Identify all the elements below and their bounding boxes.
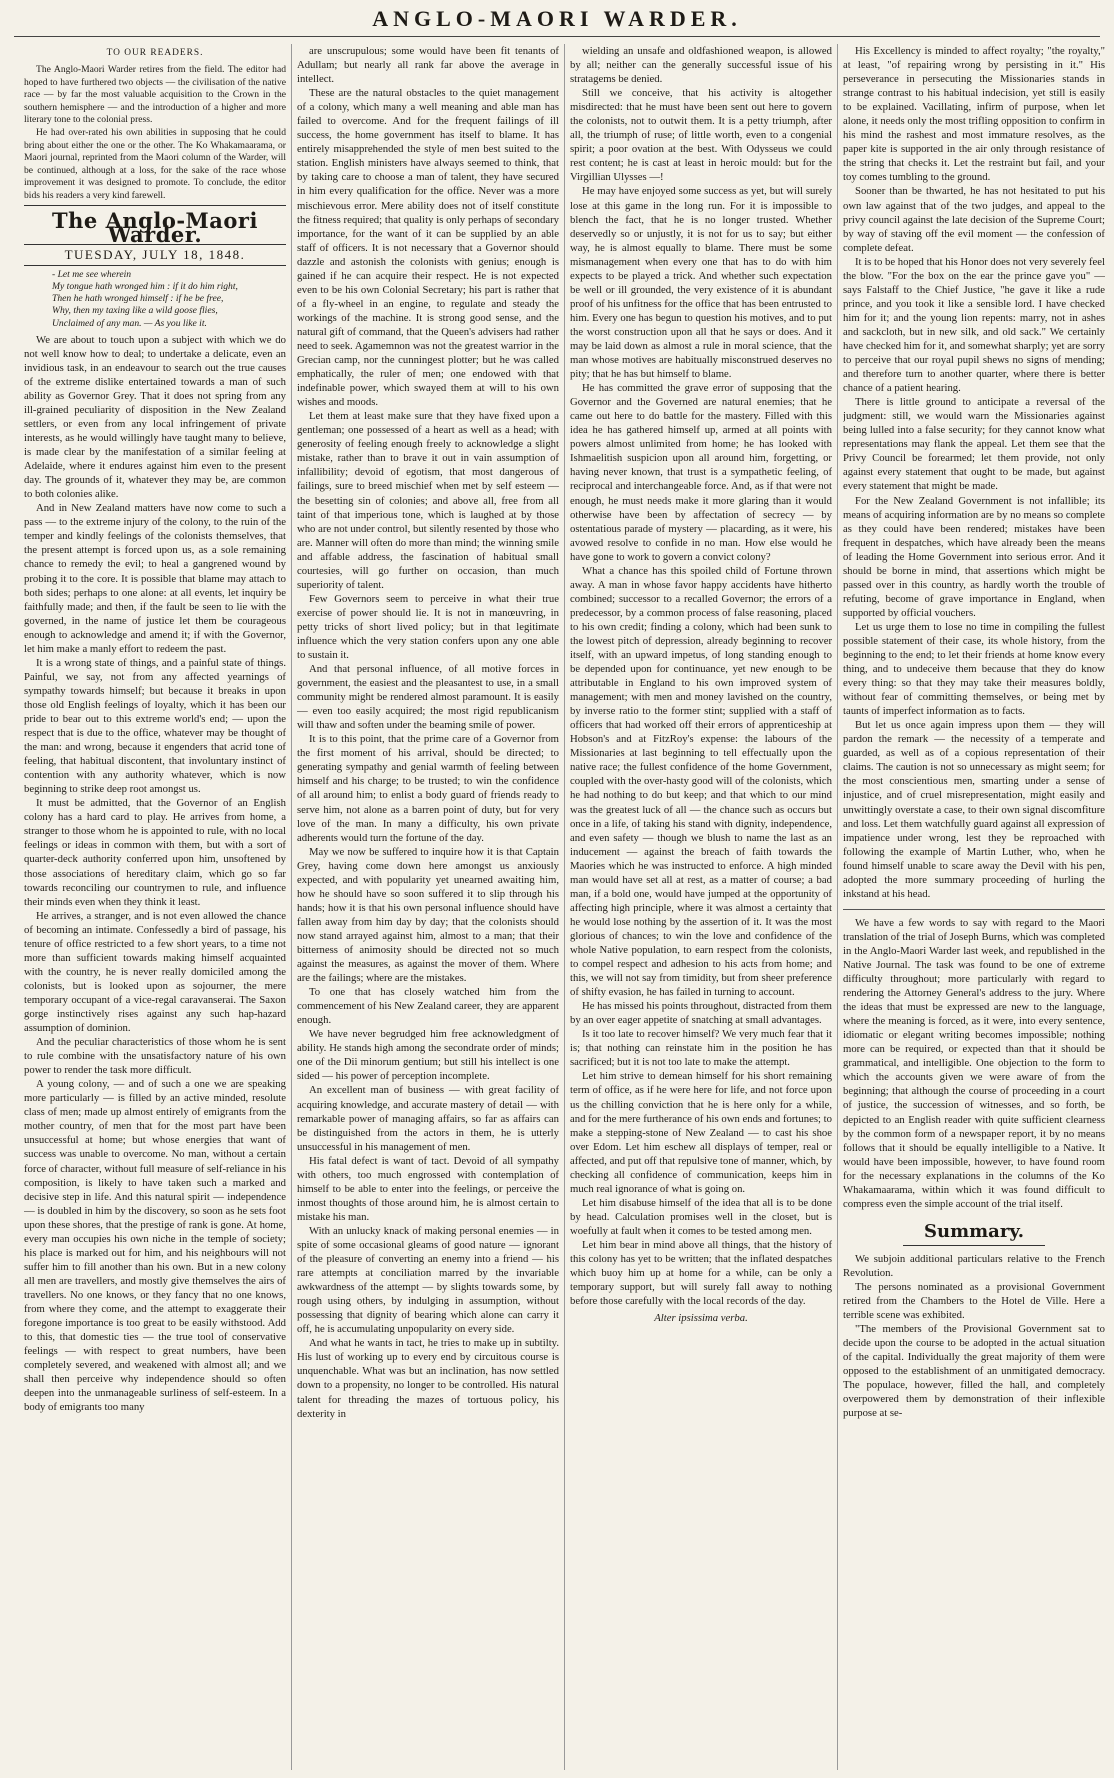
article-paragraph: are unscrupulous; some would have been fit tenants of Adullam; but nearly all rank far above the average in intellect. bbox=[297, 45, 559, 86]
dateline: TUESDAY, JULY 18, 1848. bbox=[64, 246, 246, 262]
masthead-rule bbox=[14, 36, 1100, 37]
article-paragraph: To one that has closely watched him from the commencement of his New Zealand career, they are apparent enough. bbox=[297, 986, 559, 1027]
article-paragraph: We subjoin additional particulars relative to the French Revolution. bbox=[843, 1252, 1105, 1279]
article-paragraph: It is a wrong state of things, and a painful state of things. Painful, we say, not from any affected yearnings of sympathy towards himself; but because it breaks in upon those old English feelings of loyalty, which it has been our pride to bear out to this extreme world's end; — upon the respect that is due to the office, whatever may be thought of the man: and wrong, because it engenders that acrid tone of feeling, that habitual discontent, that involuntary instinct of contention with any authority whatever, which is now beginning to strike deep root amongst us. bbox=[24, 656, 286, 796]
article-paragraph: But let us once again impress upon them — they will pardon the remark — the necessity of a temperate and guarded, as well as of a copious representation of their claims. The caution is not so unnecessary as might seem; for the most conscientious men, smarting under a sense of injustice, and of cruel misrepresentation, might easily and unwittingly overstate a case, to their own signal discomfiture and loss. Let them watchfully guard against all expression of impatience under wrong, lest they be reproached with following the example of Martin Luther, who, when he found himself unable to scare away the Devil with his pen, adopted the more summary proceeding of hurling the inkstand at his head. bbox=[843, 719, 1105, 900]
column-divider bbox=[291, 44, 292, 1770]
article-paragraph: The persons nominated as a provisional Government retired from the Chambers to the Hotel de Ville. Here a terrible scene was exhibited. bbox=[843, 1280, 1105, 1322]
article-paragraph: For the New Zealand Government is not infallible; its means of acquiring information are by no means so complete as they could have been rendered; mistakes have been frequent in despatches, which have already been the means of leading the Home Government into serious error. And it should be borne in mind, that assertions which might be passed over in this country, as hardly worth the trouble of refuting, become of grave importance in England, when supported by official vouchers. bbox=[843, 494, 1105, 619]
article-paragraph: He may have enjoyed some success as yet, but will surely lose at this game in the long run. For it is impossible to blench the fact, that he is no longer trusted. Whether deservedly so or unjustly, it is not for us to say; but either way, he is almost equally to blame. There must be some mismanagement when every one that has to do with him expects to be played a trick. And whether such expectation be well or ill grounded, the very existence of it is abundant proof of his unfitness for the office that has been entrusted to him. Every one has begun to question his motives, and to put the worst construction upon all that he says or does. And it may be laid down as almost a rule in moral science, that the man whose motives are habitually misconstrued deserves no pity; that he has but himself to blame. bbox=[570, 185, 832, 381]
article-paragraph: What a chance has this spoiled child of Fortune thrown away. A man in whose favor happy accidents have hitherto combined; successor to a recalled Governor; the errors of a predecessor, by a common process of false reasoning, placed to his own credit; finding a colony, which had been sunk to the lowest pitch of depression, already beginning to recover itself, with an upward impetus, of long standing enough to be depended upon for continuance, yet new enough to be attributable in England to his own improved system of management; with men and money lavished on the country, by inverse ratio to the former stint; supplied with a staff of officers that had worked off their errors of apprenticeship at Hobson's and at FitzRoy's expense: the labours of the Missionaries at last beginning to tell effectually upon the native race; the fullest confidence of the home Government, coupled with the over-hasty good will of the colonists, which he had nothing to do but keep; and that which to our mind was the greatest luck of all — the chance such as occurs but once in a life, of taking his stand with dignity, independence, and even safety — though we blush to name the last as an inducement — against the breach of faith towards the Maories which he was instructed to enforce. A high minded man would have set all at rest, as a matter of course; a bad man, if a bold one, would have jumped at the opportunity of affecting high principle, where it was almost a certainty that he would lose nothing by the assertion of it. It was the most glorious of chances; to win the love and confidence of the whole Native population, to earn respect from the colonists, to compel respect and adhesion to his acts from home; and this, we will not say from timidity, but from sheer preference of shifty evasion, he has failed in turning to account. bbox=[570, 564, 832, 999]
column-2 bbox=[297, 44, 559, 1770]
article-paragraph: It is to be hoped that his Honor does not very severely feel the blow. "For the box on the ear the prince gave you" — says Falstaff to the Chief Justice, "he gave it like a rude prince, and you took it like a sensible lord. I have checked him for it; and the young lion repents: marry, not in ashes and sackcloth, but in new silk, and old sack." We certainly have checked him for it, and somewhat sharply; yet are sorry to perceive that our royal pupil shews no signs of mending; and therefore turn to another quarter, where there is better chance of a patient hearing. bbox=[843, 255, 1105, 395]
summary-heading: Summary. bbox=[924, 1220, 1024, 1242]
article-paragraph: And what he wants in tact, he tries to make up in subtilty. His lust of working up to every end by circuitous course is unquenchable. What was but an inclination, has now settled down to a propensity, no longer to be controlled. His natural talent for threading the mazes of tortuous policy, his dexterity in bbox=[297, 1337, 559, 1420]
article-paragraph: Let him disabuse himself of the idea that all is to be done by head. Calculation promises well in the closet, but is woefully at fault when it comes to be tested among men. bbox=[570, 1196, 832, 1237]
article-paragraph: Few Governors seem to perceive in what their true exercise of power should lie. It is not in manœuvring, in petty tricks of short lived policy; but in that legitimate influence which the very station confers upon any one able to sustain it. bbox=[297, 592, 559, 662]
article-paragraph: These are the natural obstacles to the quiet management of a colony, which many a well meaning and able man has failed to overcome. And for the frequent failings of ill success, the home government has itself to blame. It has entirely misapprehended the style of men best suited to the station. English ministers have always seemed to think, that by taking care to choose a man of talent, they have secured in him every qualification for the office. Never was a more mischievous error. Mere ability does not of itself constitute the fitness required; that quality is only perhaps of secondary importance, for the want of it can be supplied by an able staff of officers. It is not necessary that a Governor should dazzle and astonish the colonists with genius; enough is gained if he can acquire their respect. He is not expected even to be his own Colonial Secretary; his part is rather that of a fly-wheel in an engine, to regulate and steady the workings of the machine. It is strong good sense, and the natural gift of command, that the Queen's advisers had rather need to seek. Agamemnon was not the greatest warrior in the Grecian camp, nor the cunningest plotter; but he was called emphatically, the ruler of men; one endowed with that indefinable power, which swayed them at will to his own wishes and moods. bbox=[297, 87, 559, 409]
section-rule bbox=[843, 909, 1105, 910]
column-divider bbox=[837, 44, 838, 1770]
article-paragraph: Is it too late to recover himself? We very much fear that it is; that nothing can reinstate him in the position he has sacrificed; but it is not too late to make the attempt. bbox=[570, 1028, 832, 1069]
notice-title: TO OUR READERS. bbox=[106, 48, 204, 58]
rule bbox=[24, 205, 286, 206]
signature: Alter ipsissima verba. bbox=[654, 1312, 748, 1325]
article-paragraph: Sooner than be thwarted, he has not hesitated to put his own law against that of the two judges, and appeal to the privy council against the late decision of the Supreme Court; by way of staving off the evil moment — the confession of complete defeat. bbox=[843, 185, 1105, 254]
article-paragraph: With an unlucky knack of making personal enemies — in spite of some occasional gleams of good nature — ignorant of the pleasure of converting an enemy into a friend — his rare attempts at conciliation marred by the invariable awkwardness of the attempt — by slights towards some, by rough using others, by indulging in assumption, without possessing that dignity of bearing which alone can carry it off, he is accumulating unpopularity on every side. bbox=[297, 1224, 559, 1336]
epigraph: - Let me see wherein My tongue hath wronged him : if it do him right, Then he hath wronged himself : if he be free, Why, then my taxing like a wild goose flies, Unclaimed of any man. — As you like it. bbox=[52, 268, 238, 329]
article-paragraph: Let him strive to demean himself for his short remaining term of office, as if he were here for life, and not force upon us the chilling conviction that he is here only for a while, and for the mere furtherance of his own ends and fortunes; to make a stepping-stone of New Zealand — to cast his shoe over Edom. Let him eschew all displays of temper, real or affected, and put off that repulsive tone of manner, which, by checking all confidence of communication, keeps him in much real ignorance of what is going on. bbox=[570, 1070, 832, 1195]
article-paragraph: It is to this point, that the prime care of a Governor from the first moment of his arrival, should be directed; to generating sympathy and genial warmth of feeling between himself and his charge; to be trusted; to win the confidence of all around him; to enlist a body guard of friends ready to serve him, not alone as a barren point of duty, but for very love of the man. In many a difficulty, his own private adherents would turn the fortune of the day. bbox=[297, 733, 559, 844]
article-paragraph: A young colony, — and of such a one we are speaking more particularly — is filled by an active minded, resolute class of men; made up almost entirely of emigrants from the mother country, of men that for the most part have been unsuccessful at home; but whose energies that want of success was unable to overcome. No man, without a certain force of character, without full measure of self-reliance in his composition, is likely to have taken such a marked and decisive step in life. And this natural spirit — independence — is doubled in him by the discovery, so soon as he sets foot upon these shores, that the prestige of rank is gone. At home, every man occupies his own niche in the temple of society; his place is marked out for him, and his neighbours will not suffer him to fill another than his own. But in a new colony all men are travellers, and mostly give themselves the airs of travellers. No one knows, or they fancy that no one knows, from where they come, and the attempt to exaggerate their foregone importance is too great to be easily withstood. Add to this, that domestic ties — the true tool of conservative feelings — with respect to great numbers, have been completely severed, and weakened with almost all; and we shall then perceive why independence should so often deepen into the unmanageable surliness of self-esteem. In a body of emigrants too many bbox=[24, 1078, 286, 1414]
article-paragraph: His fatal defect is want of tact. Devoid of all sympathy with others, too much engrossed with contemplation of himself to be able to enter into the feelings, or perceive the inmost thoughts of those around him, he is almost certain to mistake his man. bbox=[297, 1154, 559, 1223]
article-paragraph: And in New Zealand matters have now come to such a pass — to the extreme injury of the colony, to the ruin of the temper and kindly feelings of the colonists themselves, that the present attempt is forced upon us, as a sole remaining chance to remedy the evil; to heal a gangrened wound by probing it to the core. It is possible that blame may attach to both sides; perhaps to one alone: at all events, let inquiry be faithfully made; and then, if the fault be seen to lie with the governed, in the name of justice let them be courageous enough to acknowledge and amend it; if with the Governor, let him make a manly effort to redeem the past. bbox=[24, 502, 286, 655]
article-paragraph: "The members of the Provisional Government sat to decide upon the course to be adopted in the actual situation of the capital. Individually the great majority of them were opposed to the establishment of an unmitigated democracy. The populace, however, filled the hall, and completely overpowered them by demonstration of their inflexible purpose at se- bbox=[843, 1323, 1105, 1420]
article-paragraph: We are about to touch upon a subject with which we do not well know how to deal; to undertake a delicate, even an invidious task, in an endeavour to search out the true causes of the extreme dislike entertained towards a man of such ability as Governor Grey. That it does not spring from any ill-grained peculiarity of disposition in the New Zealand settlers, or even from any local infringement of private interests, as he would willingly have taught many to believe, is made clear by the manifestation of a similar feeling at Adelaide, where it endures against him even to the present day. The grounds of it, whatever they may be, are common to both colonies alike. bbox=[24, 333, 286, 501]
rule bbox=[903, 1245, 1045, 1246]
article-paragraph: Let them at least make sure that they have fixed upon a gentleman; one possessed of a heart as well as a head; with generosity of feeling enough freely to acknowledge a slight mistake, rather than to brave it out in vain assumption of infallibility; devoid of egotism, that most dangerous of failings, sure to breed mischief when met by self esteem — the besetting sin of colonies; and above all, free from all taint of that imperious tone, which is laughed at by those who are not under control, but silently resented by those who are. Manner will often do more than mind; the winning smile and affable address, the fascination of habitual small courtesies, will go further on occasion, than much superiority of talent. bbox=[297, 410, 559, 591]
paper-flag: The Anglo-Maori Warder. bbox=[52, 207, 258, 247]
column-4 bbox=[843, 44, 1105, 1770]
column-3 bbox=[570, 44, 832, 1770]
article-paragraph: His Excellency is minded to affect royalty; "the royalty," at least, "of repairing wrong by persisting in it." His perseverance in persecuting the Missionaries stands in strange contrast to his habitual indecision, yet still is easily to be explained. Vacillating, infirm of purpose, when let alone, it needs only the most trifling opposition to confirm in his mind the rashest and most immature resolves, as the paper kite is supported in the air only through resistance of the string that checks it. Let the restraint but fail, and your toy comes tumbling to the ground. bbox=[843, 45, 1105, 184]
column-divider bbox=[564, 44, 565, 1770]
article-paragraph: He has missed his points throughout, distracted from them by an over eager appetite of snatching at small advantages. bbox=[570, 1000, 832, 1027]
notice-paragraph: The Anglo-Maori Warder retires from the field. The editor had hoped to have furthered two objects — the civilisation of the native race — by far the most valuable acquisition to the Crown in the southern hemisphere — and the introduction of a higher and more literary tone to the colonial press. bbox=[24, 64, 286, 126]
column-1 bbox=[24, 44, 286, 1770]
article-paragraph: May we now be suffered to inquire how it is that Captain Grey, having come down here amongst us anxiously expected, and with popularity yet unearned awaiting him, how he should have so soon suffered it to slip through his hands; how it is that his own personal influence should have fallen away from him day by day; that the colonists should now stand arrayed against him, almost to a man; that their bitterness of animosity should be directed not so much against the measures, as against the mover of them. Where are the failings; where are the mistakes. bbox=[297, 845, 559, 985]
article-paragraph: We have never begrudged him free acknowledgment of ability. He stands high among the secondrate order of minds; one of the Dii minorum gentium; but still his intellect is one sided — his power of perception incomplete. bbox=[297, 1028, 559, 1083]
article-paragraph: He has committed the grave error of supposing that the Governor and the Governed are natural enemies; that he came out here to do battle for the mastery. Filled with this idea he has gathered himself up, armed at all points with powers almost unlimited from home; he has looked with Ishmaelitish suspicion upon all around him, forgetting, or having never known, that trust is a sympathetic feeling, of reciprocal and interchangeable force. And, as if that were not enough, he must needs make it more glaring than it would otherwise have been by affectation of secrecy — by ostentatious parade of mystery — placarding, as it were, his avowed resolve to confide in no man. How else would he have gone to work to govern a convict colony? bbox=[570, 382, 832, 563]
article-paragraph: And that personal influence, of all motive forces in government, the easiest and the pleasantest to use, in a small community might be rendered almost paramount. It is easily — even too easily acquired; the most rigid republicanism will thaw and soften under the beaming smile of power. bbox=[297, 663, 559, 732]
article-paragraph: Still we conceive, that his activity is altogether misdirected: that he must have been sent out here to govern the colonists, not to outwit them. It is a petty triumph, after all, the triumph of ruse; of little worth, even to a congenial spirit; a poor ovation at the best. With Odysseus we could rest content; he is cast at least in heroic mould: but for the Virgillian Ulysses —! bbox=[570, 87, 832, 184]
article-paragraph: Let him bear in mind above all things, that the history of this colony has yet to be written; that the inflated despatches which buoy him up at home for a while, can be only a temporary support, but will surely fall away to nothing before those carefully with the local records of the day. bbox=[570, 1238, 832, 1308]
article-paragraph: wielding an unsafe and oldfashioned weapon, is allowed by all; neither can the generally successful issue of his stratagems be denied. bbox=[570, 45, 832, 86]
article-paragraph: An excellent man of business — with great facility of acquiring knowledge, and accurate mastery of detail — with remarkable power of managing affairs, so far as affairs can be distinguished from the actors in them, he is utterly unsuccessful in his management of men. bbox=[297, 1084, 559, 1153]
rule bbox=[24, 265, 286, 266]
masthead: ANGLO-MAORI WARDER. bbox=[372, 6, 742, 31]
article-paragraph: It must be admitted, that the Governor of an English colony has a hard card to play. He arrives from home, a stranger to those whom he is appointed to rule, with no local feelings or ideas in common with them, but with a sort of quarter-deck authority conferred upon him, unsoftened by those associations of hereditary claim, which go so far towards reconciling our countrymen to rule, and influence their minds even when they think it least. bbox=[24, 797, 286, 908]
article-paragraph: And the peculiar characteristics of those whom he is sent to rule combine with the unsatisfactory nature of his own power to render the task more difficult. bbox=[24, 1036, 286, 1077]
article-paragraph: We have a few words to say with regard to the Maori translation of the trial of Joseph Burns, which was completed in the Anglo-Maori Warder last week, and republished in the Native Journal. The task was found to be one of extreme difficulty throughout; more particularly with regard to rendering the Attorney General's address to the jury. Where the ideas that must be expressed are new to the language, where the meaning is forced, as it were, into every sentence, idiomatic or elegant writing becomes impossible; nothing more can be required, or expected than that it should be grammatical, and intelligible. One objection to the form to which the accounts given we were aware of from the beginning; that although the course of proceeding in a court of justice, the succession of witnesses, and so forth, be depicted to an English reader with quite sufficient clearness by the common form of a newspaper report, it by no means follows that it should be equally intelligible to a Native. It would have been impossible, however, to have found room for the necessary explanations in the columns of the Ko Whakamaarama, within which it was found difficult to compress even the simple account of the trial itself. bbox=[843, 916, 1105, 1210]
article-paragraph: Let us urge them to lose no time in compiling the fullest possible statement of their case, its whole history, from the beginning to the end; to let their friends at home know every thing, and to undeceive them because that they do know every thing: so that they may take their measures boldly, without fear of committing themselves, or being met by taunts of imperfect information as to facts. bbox=[843, 620, 1105, 718]
article-paragraph: There is little ground to anticipate a reversal of the judgment: still, we would warn the Missionaries against being lulled into a false security; for they cannot know what representations may flank the appeal. Let them see that the Privy Council be forearmed; let them provide, not only against every statement that ought to be made, but against every statement that might be made. bbox=[843, 396, 1105, 493]
notice-paragraph: He had over-rated his own abilities in supposing that he could bring about either the one or the other. The Ko Whakamaarama, or Maori journal, reprinted from the Maori column of the Warder, will be continued, although at a loss, for the sake of the race whose improvement it was designed to promote. To conclude, the editor bids his readers a very kind farewell. bbox=[24, 127, 286, 201]
article-paragraph: He arrives, a stranger, and is not even allowed the chance of becoming an intimate. Confessedly a bird of passage, his tenure of office restricted to a few short years, to a time not more than sufficient towards making himself acquainted with the country, he is never really domiciled among the colonists, but is looked upon as sojourner, the mere temporary occupant of a vice-regal caravanserai. The Saxon gorge instinctively rises against any such hap-hazard assumption of dominion. bbox=[24, 909, 286, 1035]
